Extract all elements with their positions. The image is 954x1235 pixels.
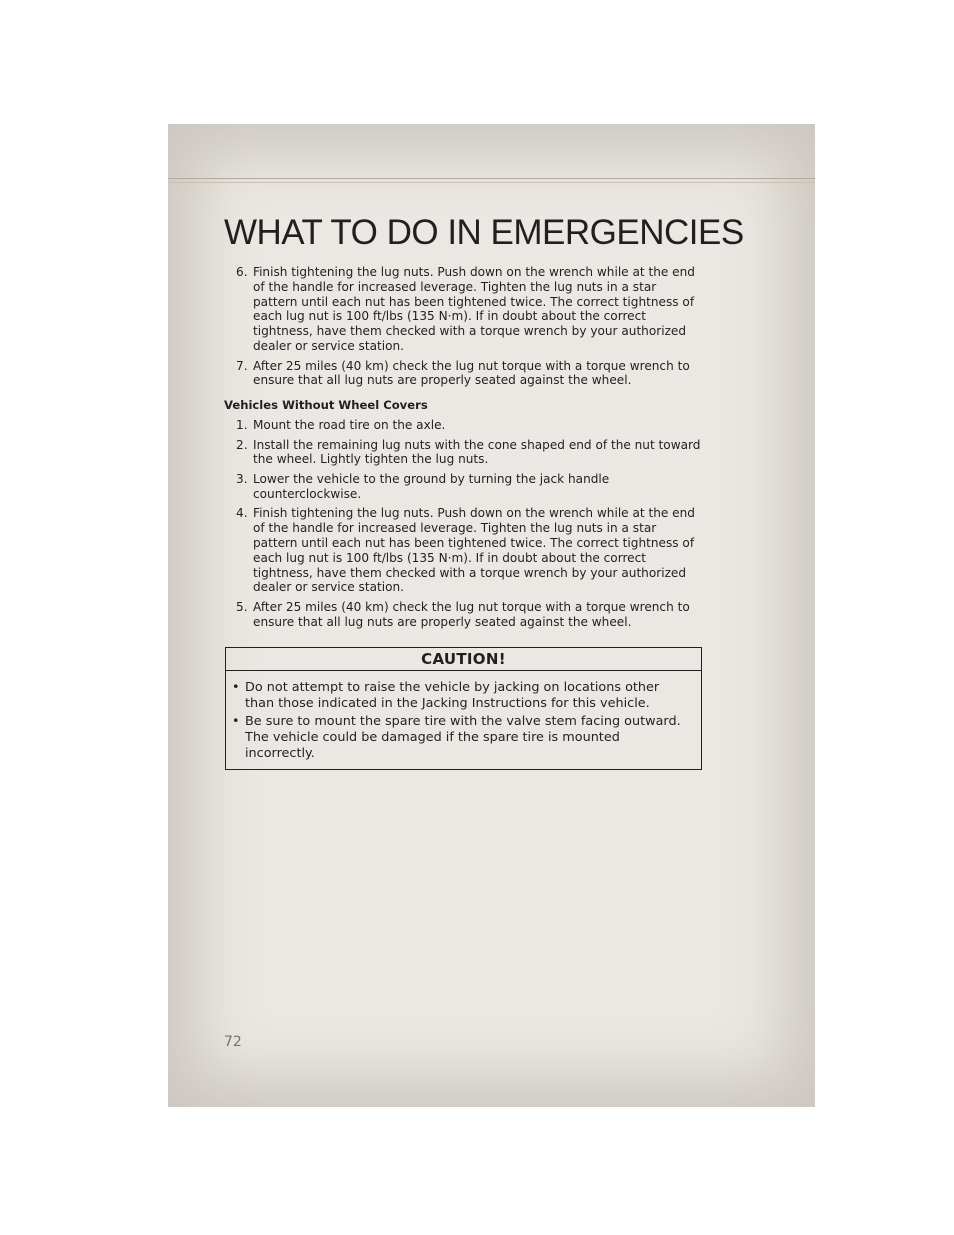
list-item — [232, 680, 691, 713]
step-text: Install the remaining lug nuts with the cone shaped end of the nut toward the wheel. Lightly tighten the lug nuts. — [253, 437, 701, 467]
caution-text: Be sure to mount the spare tire with the valve stem facing outward. The vehicle could be damaged if the spare tire is mounted incorrectly. — [245, 713, 681, 762]
section-title: WHAT TO DO IN EMERGENCIES — [224, 213, 744, 253]
step-number: 4. — [236, 506, 248, 521]
list-item — [224, 506, 702, 595]
list-item — [224, 418, 702, 433]
step-number: 7. — [236, 358, 248, 373]
step-number: 6. — [236, 265, 248, 279]
step-number: 3. — [236, 471, 248, 486]
step-text: Finish tightening the lug nuts. Push down on the wrench while at the end of the handle for increased leverage. Tighten the lug nuts in a star pattern until each nut has been tightened twice. The correct tightness of each lug nut is 100 ft/lbs (135 N·m). If in doubt about the correct tightness, have them checked with a torque wrench by your authorized dealer or service station. — [253, 265, 695, 353]
step-text: Lower the vehicle to the ground by turning the jack handle counterclockwise. — [253, 471, 610, 501]
caution-list — [226, 671, 701, 762]
header-rule — [168, 178, 815, 179]
step-number: 2. — [236, 437, 248, 452]
list-item — [224, 472, 702, 502]
bullet-icon: • — [232, 680, 240, 695]
steps-list-without-covers — [224, 418, 702, 630]
bullet-icon: • — [232, 713, 240, 729]
step-text: Finish tightening the lug nuts. Push down on the wrench while at the end of the handle for increased leverage. Tighten the lug nuts in a star pattern until each nut has been tightened twice. The correct tightness of each lug nut is 100 ft/lbs (135 N·m). If in doubt about the correct tightness, have them checked with a torque wrench by your authorized dealer or service station. — [253, 506, 695, 595]
header-rule-secondary — [168, 182, 815, 183]
step-number: 1. — [236, 417, 248, 432]
list-item — [224, 359, 702, 389]
step-text: Mount the road tire on the axle. — [253, 417, 446, 432]
list-item — [232, 714, 691, 763]
page-number: 72 — [224, 1034, 242, 1050]
list-item — [224, 265, 702, 354]
list-item — [224, 438, 702, 468]
subsection-heading: Vehicles Without Wheel Covers — [224, 398, 428, 413]
step-number: 5. — [236, 599, 248, 614]
caution-title: CAUTION! — [226, 648, 701, 671]
caution-text: Do not attempt to raise the vehicle by jacking on locations other than those indicated in the Jacking Instructions for this vehicle. — [245, 680, 660, 712]
steps-list-continued — [224, 265, 702, 388]
caution-box — [225, 647, 702, 770]
step-text: After 25 miles (40 km) check the lug nut torque with a torque wrench to ensure that all lug nuts are properly seated against the wheel. — [253, 599, 690, 629]
step-text: After 25 miles (40 km) check the lug nut torque with a torque wrench to ensure that all lug nuts are properly seated against the wheel. — [253, 358, 690, 388]
main-content — [224, 265, 702, 634]
list-item — [224, 600, 702, 630]
